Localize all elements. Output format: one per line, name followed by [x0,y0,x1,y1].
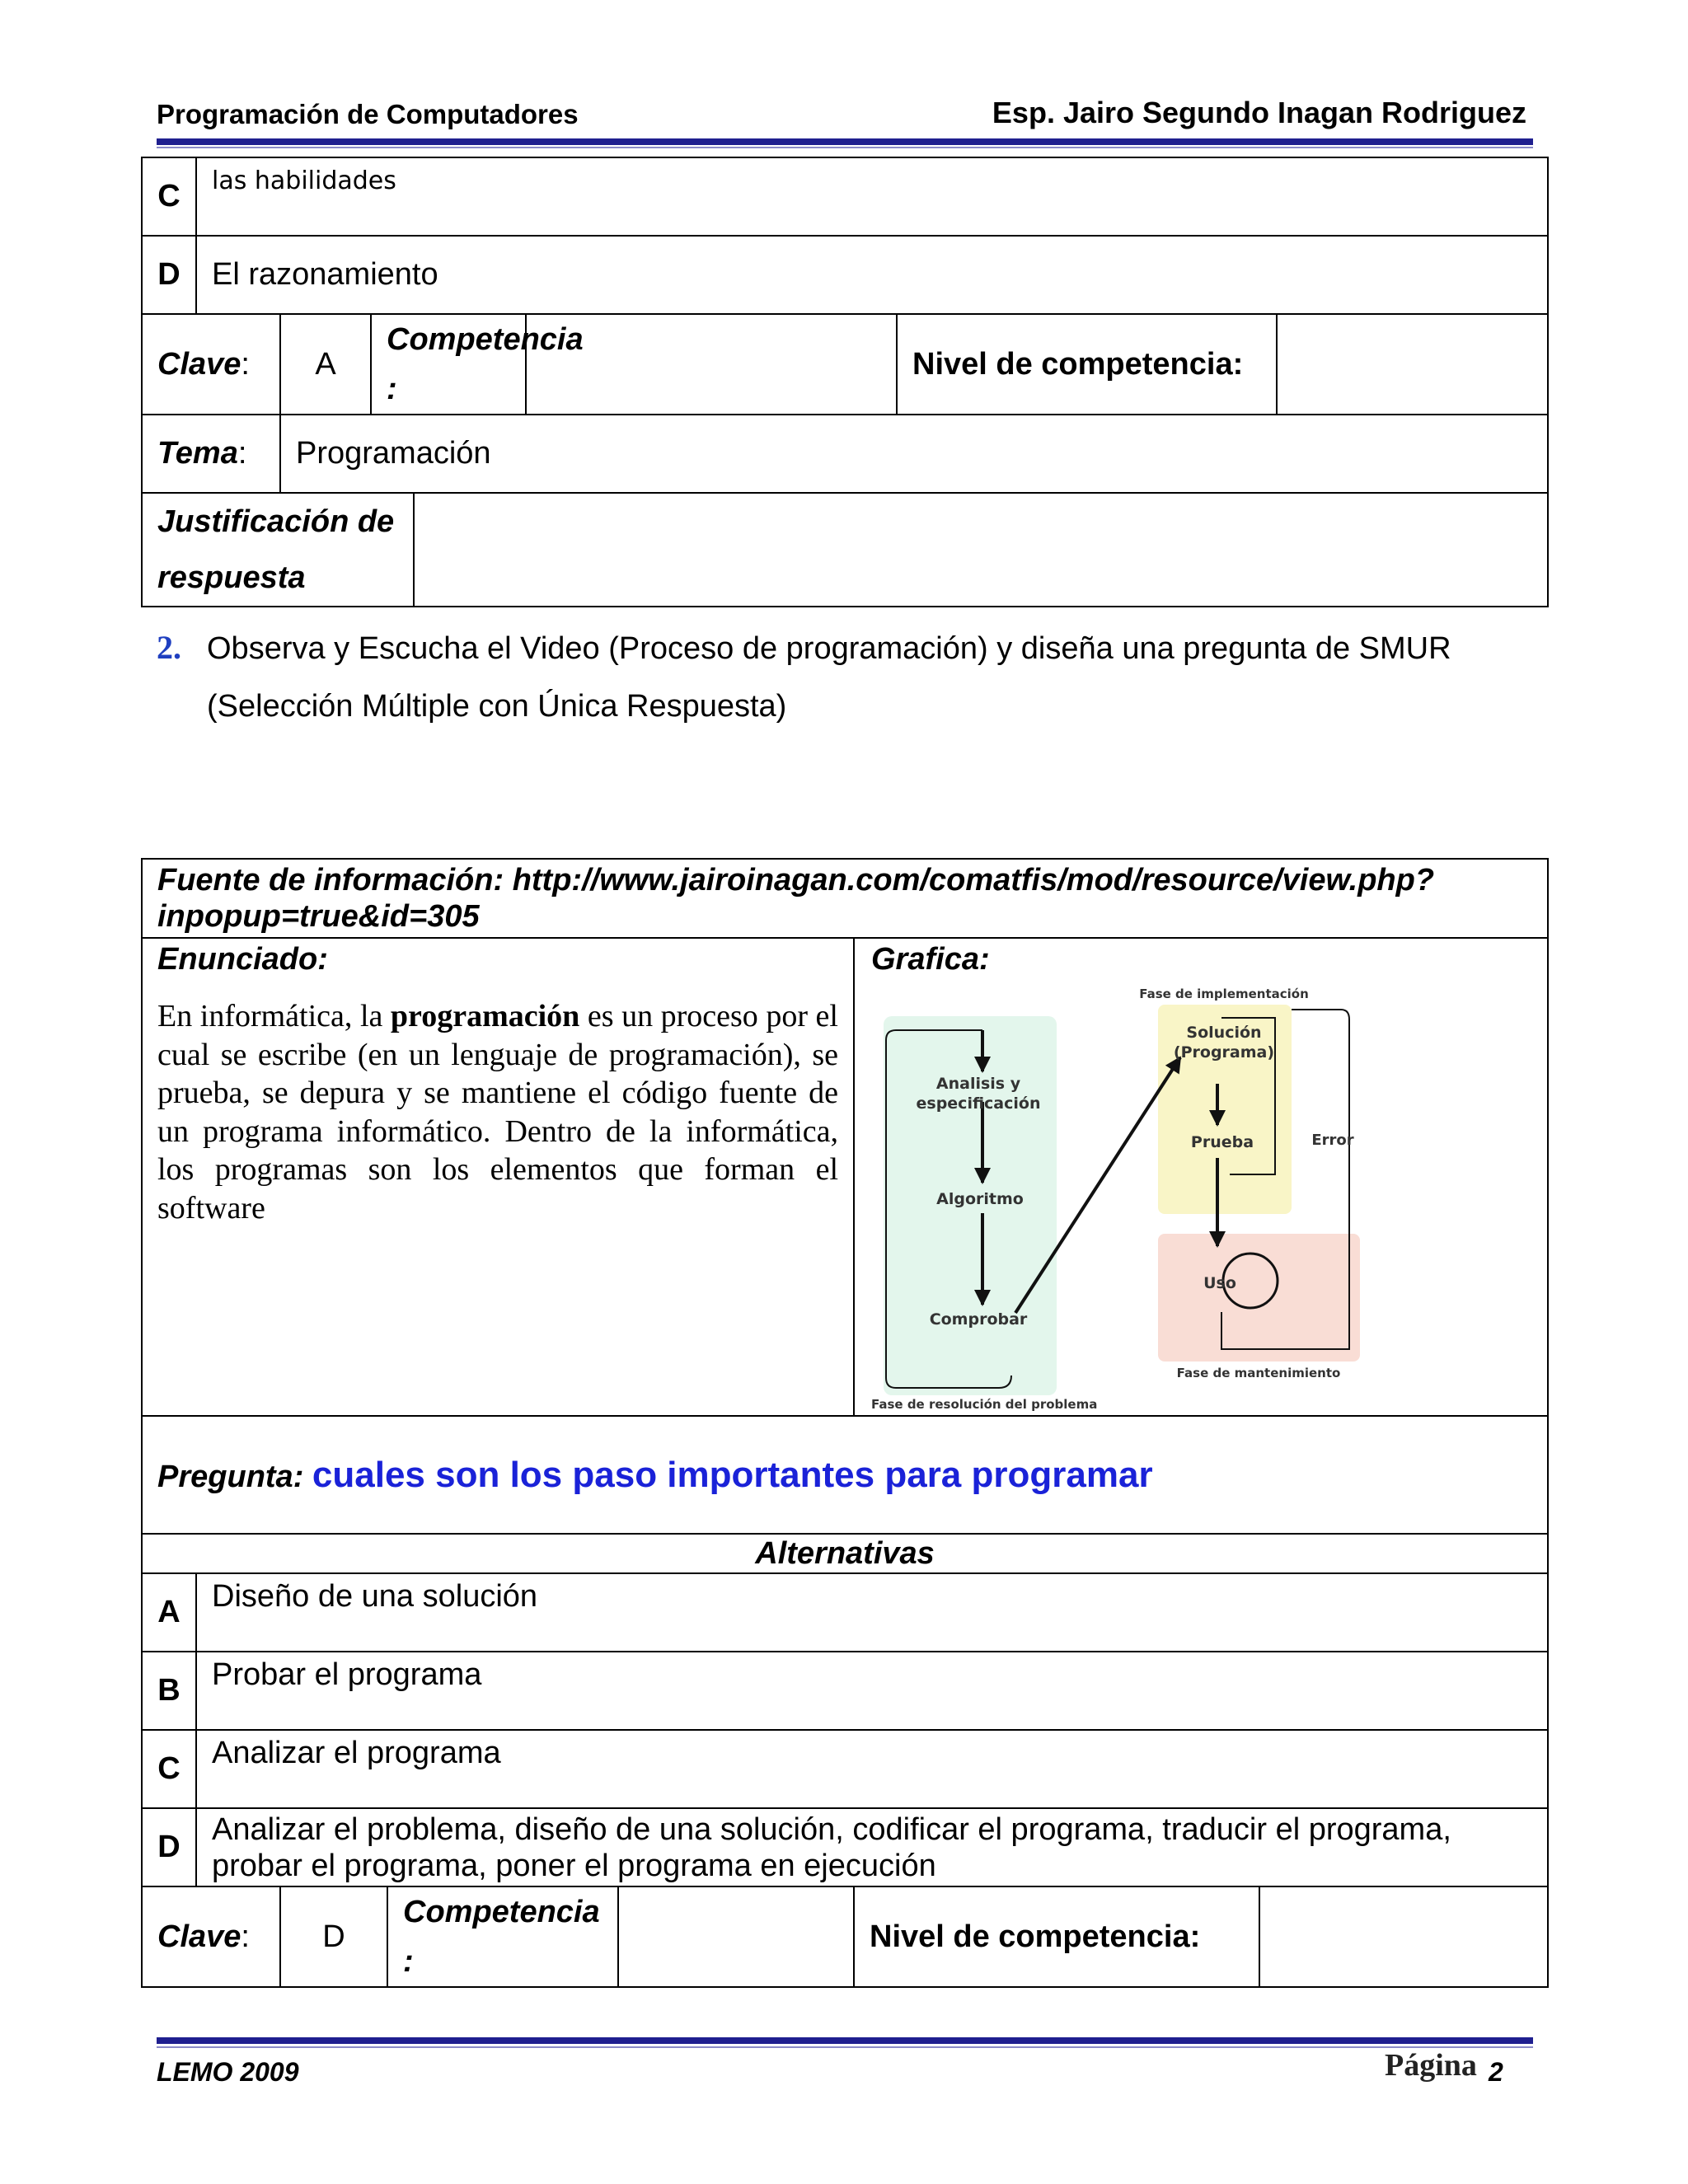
tema-value: Programación [280,415,1548,493]
label-prueba: Prueba [1190,1133,1254,1151]
nivel-label: Nivel de competencia: [897,314,1277,415]
table-row [142,236,1548,314]
footer-left: LEMO 2009 [157,2057,299,2087]
item-instruction-line2: (Selección Múltiple con Única Respuesta) [207,689,787,724]
clave-row: Clave: A Competencia : Nivel de competencia: [142,314,1548,415]
footer-page-number: 2 [1489,2057,1503,2087]
competencia-value [618,1886,854,1987]
clave-label: Clave [157,346,241,382]
fuente-line1: Fuente de información: http://www.jairoinagan.com/comatfis/mod/resource/view.php? [157,863,1435,898]
question2-table [141,858,1549,1988]
option-text: las habilidades [196,157,1548,236]
competencia-label: Competencia [403,1895,600,1929]
alternative-text: Analizar el problema, diseño de una solución, codificar el programa, traducir el programa, probar el programa, poner el programa en ejecución [196,1808,1548,1886]
alternative-row [142,1652,1548,1730]
option-letter: C [142,157,196,236]
programming-process-diagram [855,987,1390,1415]
alternative-text: Probar el programa [196,1652,1548,1730]
question1-table [141,157,1549,607]
enunciado-label: Enunciado: [157,942,328,977]
justificacion-value [414,493,1548,607]
tema-label: Tema [157,436,238,471]
item-number: 2. [157,629,181,666]
alternativas-label: Alternativas [142,1534,1548,1573]
header-right: Esp. Jairo Segundo Inagan Rodriguez [992,96,1526,129]
alternative-letter: C [142,1730,196,1808]
nivel-label: Nivel de competencia: [854,1886,1259,1987]
item-instruction-line1: Observa y Escucha el Video (Proceso de programación) y diseña una pregunta de SMUR [207,631,1451,666]
header-rule [157,138,1533,145]
fuente-row [142,859,1548,938]
alternativas-row [142,1534,1548,1573]
pregunta-row [142,1416,1548,1534]
enunciado-row [142,938,1548,1416]
alternative-text: Diseño de una solución [196,1573,1548,1652]
clave-value: A [280,314,371,415]
footer-rule [157,2037,1533,2044]
option-text: El razonamiento [196,236,1548,314]
pregunta-text: cuales son los paso importantes para programar [312,1454,1153,1495]
label-solucion: Solución [1186,1024,1262,1042]
label-phase-maintenance: Fase de mantenimiento [1176,1366,1341,1380]
alternative-row [142,1573,1548,1652]
alternative-letter: D [142,1808,196,1886]
footer-page-label: Página [1385,2048,1477,2083]
header-left: Programación de Computadores [157,99,579,129]
label-comprobar: Comprobar [929,1310,1028,1329]
maintenance-phase-box [1158,1234,1360,1361]
grafica-label: Grafica: [871,942,990,977]
label-programa: (Programa) [1173,1043,1275,1062]
alternative-row [142,1730,1548,1808]
pregunta-label: Pregunta: [157,1459,304,1494]
justificacion-row: Justificación de respuesta [142,493,1548,607]
alternative-text: Analizar el programa [196,1730,1548,1808]
label-phase-resolution: Fase de resolución del problema [871,1397,1098,1412]
label-error: Error [1311,1132,1354,1149]
nivel-value [1277,314,1548,415]
label-uso: Uso [1203,1274,1236,1292]
label-algoritmo: Algoritmo [936,1190,1024,1208]
nivel-value [1259,1886,1548,1987]
table-row [142,157,1548,236]
header-rule-thin [157,147,1533,148]
clave-value: D [280,1886,387,1987]
alternative-letter: A [142,1573,196,1652]
justificacion-label: Justificación de [157,504,395,539]
competencia-label: Competencia [387,322,584,357]
footer-rule-thin [157,2046,1533,2048]
label-especificacion: especificación [916,1094,1041,1113]
clave-label: Clave [157,1919,241,1954]
competencia-colon: : [403,1944,414,1979]
tema-row: Tema: Programación [142,415,1548,493]
fuente-line2: inpopup=true&id=305 [157,899,480,934]
enunciado-text: En informática, la programación es un proceso por el cual se escribe (en un lenguaje de programación), se prueba, se depura y se mantiene el código fuente de un programa informático. Dentro de la informática, los programas son los elementos que forman el software [157,999,838,1226]
clave-row: Clave: D Competencia : Nivel de competencia: [142,1886,1548,1987]
label-analisis: Analisis y [935,1075,1021,1093]
alternative-letter: B [142,1652,196,1730]
label-phase-implementation: Fase de implementación [1139,987,1309,1001]
option-letter: D [142,236,196,314]
alternative-row [142,1808,1548,1886]
competencia-colon: : [387,372,397,406]
